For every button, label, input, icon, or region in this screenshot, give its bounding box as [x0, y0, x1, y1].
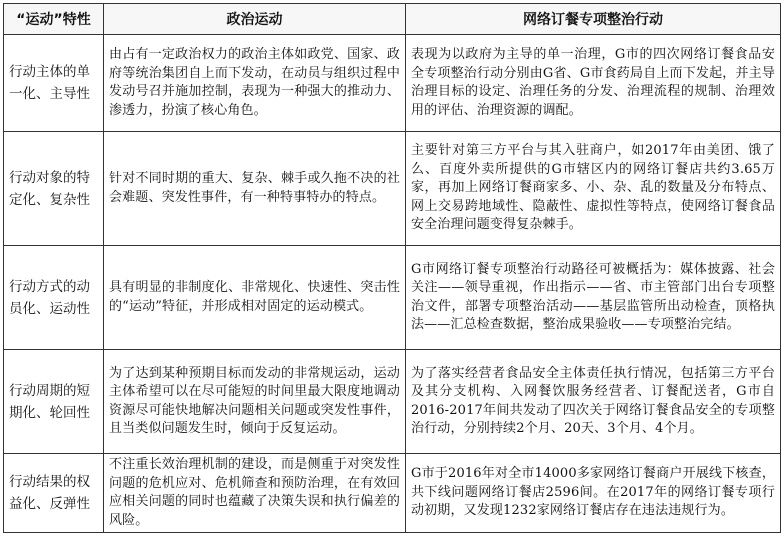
political-cell: 不注重长效治理机制的建设，而是侧重于对突发性问题的危机应对、危机筛查和预防治理，在有效回应相关问题的同时也蕴藏了决策失误和执行偏差的风险。 [104, 454, 406, 533]
table-row [4, 132, 781, 246]
political-cell: 针对不同时期的重大、复杂、棘手或久拖不决的社会难题、突发性事件，有一种特事特办的特点。 [104, 132, 406, 246]
feature-cell: 行动主体的单一化、主导性 [4, 35, 104, 132]
header-network-campaign: 网络订餐专项整治行动 [406, 4, 781, 35]
political-cell: 具有明显的非制度化、非常规化、快速性、突击性的“运动”特征，并形成相对固定的运动模式。 [104, 246, 406, 350]
network-cell: G市网络订餐专项整治行动路径可被概括为：媒体披露、社会关注——领导重视，作出指示——省、市主管部门出台专项整治文件，部署专项整治活动——基层监管所出动检查，顶格执法——汇总检查数据，整治成果验收——专项整治完结。 [406, 246, 781, 350]
political-cell: 由占有一定政治权力的政治主体如政党、国家、政府等统治集团自上而下发动，在动员与组织过程中发动号召并施加控制，表现为一种强大的推动力、渗透力，扮演了核心角色。 [104, 35, 406, 132]
header-political-movement: 政治运动 [104, 4, 406, 35]
feature-cell: 行动周期的短期化、轮回性 [4, 350, 104, 454]
table-body [4, 35, 781, 533]
table-row [4, 35, 781, 132]
comparison-table [3, 3, 781, 533]
table-row [4, 246, 781, 350]
feature-cell: 行动结果的权益化、反弹性 [4, 454, 104, 533]
feature-cell: 行动对象的特定化、复杂性 [4, 132, 104, 246]
table-header [4, 4, 781, 35]
political-cell: 为了达到某种预期目标而发动的非常规运动，运动主体希望可以在尽可能短的时间里最大限度地调动资源尽可能快地解决问题相关问题或突发性事件，且当类似问题发生时，倾向于反复运动。 [104, 350, 406, 454]
network-cell: G市于2016年对全市14000多家网络订餐商户开展线下核查，共下线问题网络订餐店2596间。在2017年的网络订餐专项行动初期，又发现1232家网络订餐店存在违法违规行为。 [406, 454, 781, 533]
network-cell: 主要针对第三方平台与其入驻商户，如2017年由美团、饿了么、百度外卖所提供的G市辖区内的网络订餐店共约3.65万家，再加上网络订餐商家多、小、杂、乱的数量及分布特点、网上交易跨地域性、隐蔽性、虚拟性等特点，使网络订餐食品安全治理问题变得复杂棘手。 [406, 132, 781, 246]
feature-cell: 行动方式的动员化、运动性 [4, 246, 104, 350]
table-row [4, 454, 781, 533]
header-feature: “运动”特性 [4, 4, 104, 35]
comparison-table-container [3, 3, 780, 528]
table-row [4, 350, 781, 454]
network-cell: 表现为以政府为主导的单一治理，G市的四次网络订餐食品安全专项整治行动分别由G省、G市食药局自上而下发起，并主导治理目标的设定、治理任务的分发、治理流程的规制、治理效用的评估、治理资源的调配。 [406, 35, 781, 132]
network-cell: 为了落实经营者食品安全主体责任执行情况，包括第三方平台及其分支机构、入网餐饮服务经营者、订餐配送者，G市自2016-2017年间共发动了四次关于网络订餐食品安全的专项整治行动，分别持续2个月、20天、3个月、4个月。 [406, 350, 781, 454]
header-row [4, 4, 781, 35]
